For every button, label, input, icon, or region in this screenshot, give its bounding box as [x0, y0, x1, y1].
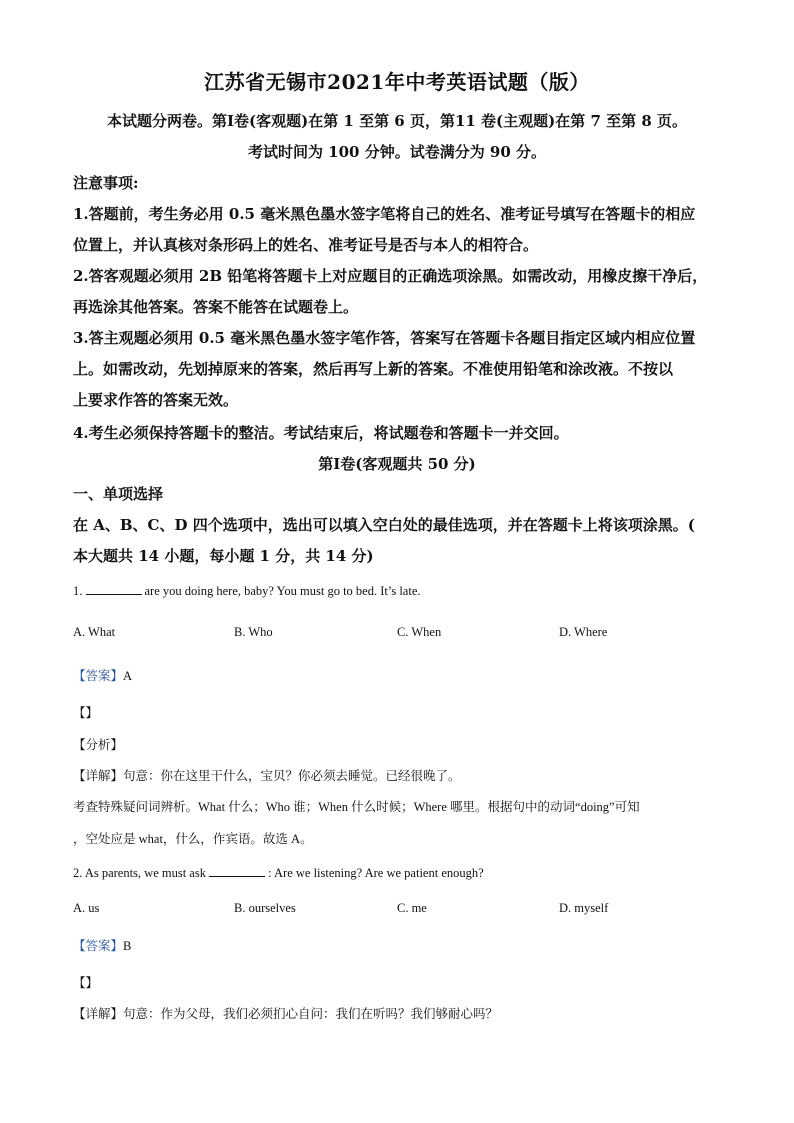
- question-text: As parents, we must ask: [84, 866, 206, 880]
- notice-line: 2.答客观题必须用 2B 铅笔将答题卡上对应题目的正确选项涂黑。如需改动，用橡皮擦干净后，: [73, 267, 708, 285]
- question-number: 1.: [73, 584, 83, 598]
- question-text: : Are we listening? Are we patient enough?: [268, 866, 484, 880]
- intro-line-2: 考试时间为 100 分钟。试卷满分为 90 分。: [247, 143, 547, 161]
- notice-line: 再选涂其他答案。答案不能答在试题卷上。: [73, 298, 359, 316]
- answer-label: 【答案】: [73, 939, 124, 953]
- answer-value: A: [123, 669, 133, 683]
- section-heading: 第Ⅰ卷(客观题共 50 分): [318, 455, 476, 473]
- detail-line: ，空处应是 what，什么，作宾语。故选 A。: [73, 832, 313, 846]
- analysis-label: 【分析】: [73, 738, 124, 752]
- detail-line: 【详解】句意：你在这里干什么，宝贝？你必须去睡觉。已经很晚了。: [73, 769, 461, 783]
- instruction-line-1: 在 A、B、C、D 四个选项中，选出可以填入空白处的最佳选项，并在答题卡上将该项涂黑。(: [73, 516, 695, 534]
- option-b: B. Who: [234, 625, 273, 639]
- instruction-line-2: 本大题共 14 小题，每小题 1 分，共 14 分): [73, 547, 374, 565]
- question-text: are you doing here, baby? You must go to bed. It’s late.: [144, 584, 421, 598]
- part-heading: 一、单项选择: [73, 485, 164, 503]
- empty-bracket: 【】: [73, 976, 99, 990]
- empty-bracket: 【】: [73, 706, 99, 720]
- option-a: A. What: [73, 625, 116, 639]
- answer-value: B: [123, 939, 132, 953]
- notice-line: 上。如需改动，先划掉原来的答案，然后再写上新的答案。不准使用铅笔和涂改液。不按以: [73, 360, 674, 378]
- notice-line: 3.答主观题必须用 0.5 毫米黑色墨水签字笔作答，答案写在答题卡各题目指定区域内相应位置: [73, 329, 696, 347]
- answer-label: 【答案】: [73, 669, 124, 683]
- option-a: A. us: [73, 901, 100, 915]
- option-b: B. ourselves: [234, 901, 296, 915]
- option-c: C. me: [397, 901, 427, 915]
- option-c: C. When: [397, 625, 442, 639]
- answer-blank: [209, 865, 265, 877]
- option-d: D. Where: [559, 625, 608, 639]
- notice-heading: 注意事项:: [73, 174, 139, 192]
- page-title: 江苏省无锡市2021年中考英语试题（版）: [204, 70, 590, 94]
- detail-line: 考查特殊疑问词辨析。What 什么；Who 谁；When 什么时候；Where 哪里。根据句中的动词“doing”可知: [73, 800, 640, 814]
- notice-line: 上要求作答的答案无效。: [73, 391, 239, 409]
- intro-line-1: 本试题分两卷。第Ⅰ卷(客观题)在第 1 至第 6 页，第11 卷(主观题)在第 7 至第 8 页。: [106, 112, 688, 130]
- question-2-stem: [73, 865, 484, 881]
- notice-line: 1.答题前，考生务必用 0.5 毫米黑色墨水签字笔将自己的姓名、准考证号填写在答题卡的相应: [73, 205, 696, 223]
- option-d: D. myself: [559, 901, 609, 915]
- question-1-stem: [73, 583, 421, 599]
- notice-line: 4.考生必须保持答题卡的整洁。考试结束后，将试题卷和答题卡一并交回。: [73, 424, 569, 442]
- detail-line: 【详解】句意：作为父母，我们必须扪心自问：我们在听吗？我们够耐心吗？: [73, 1007, 499, 1021]
- answer-line: [73, 936, 131, 954]
- answer-line: [73, 666, 132, 684]
- question-number: 2.: [73, 866, 83, 880]
- notice-line: 位置上，并认真核对条形码上的姓名、准考证号是否与本人的相符合。: [73, 236, 539, 254]
- answer-blank: [86, 583, 142, 595]
